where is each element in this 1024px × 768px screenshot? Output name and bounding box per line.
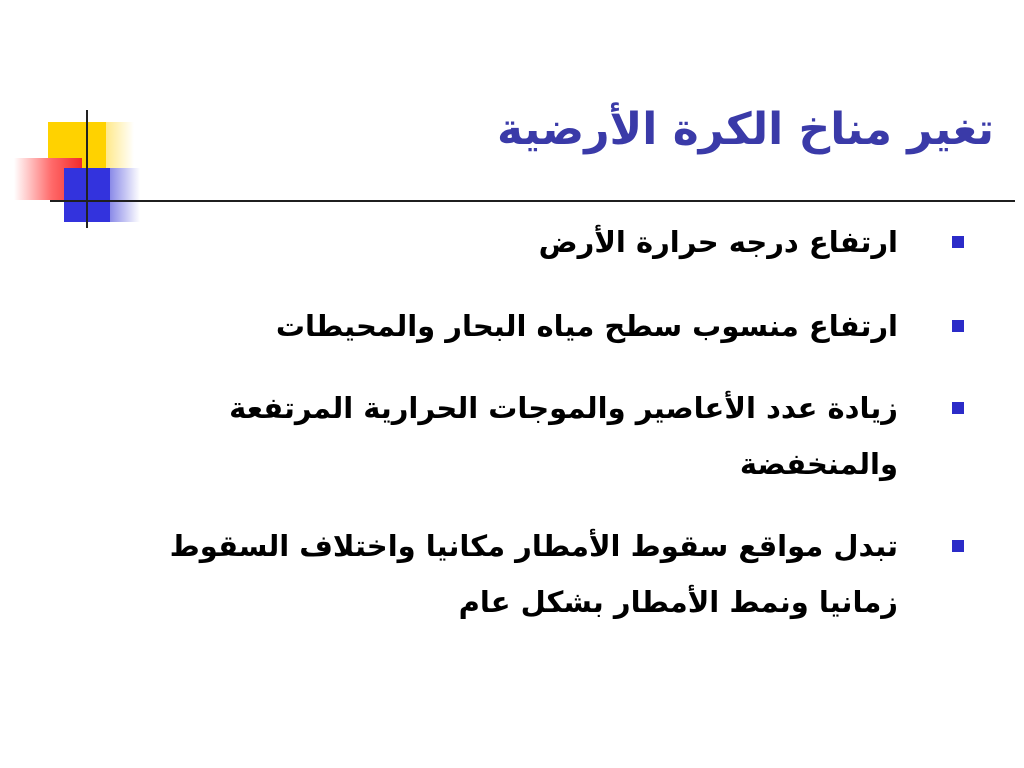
square-bullet-icon [952, 236, 964, 248]
square-bullet-icon [952, 540, 964, 552]
bullet-list [94, 214, 964, 656]
list-item-text: ارتفاع درجه حرارة الأرض [538, 225, 898, 259]
list-item [94, 214, 964, 270]
list-item [94, 518, 964, 630]
list-item [94, 380, 964, 492]
decorative-logo [0, 0, 160, 240]
list-item [94, 298, 964, 354]
vertical-rule [86, 110, 88, 228]
square-bullet-icon [952, 320, 964, 332]
list-item-text: ارتفاع منسوب سطح مياه البحار والمحيطات [275, 309, 898, 343]
list-item-text: تبدل مواقع سقوط الأمطار مكانيا واختلاف السقوط زمانيا ونمط الأمطار بشكل عام [169, 529, 898, 619]
title-underline-rule [50, 200, 1015, 202]
square-bullet-icon [952, 402, 964, 414]
list-item-text: زيادة عدد الأعاصير والموجات الحرارية المرتفعة والمنخفضة [229, 391, 898, 481]
slide-title: تغير مناخ الكرة الأرضية [497, 104, 994, 155]
